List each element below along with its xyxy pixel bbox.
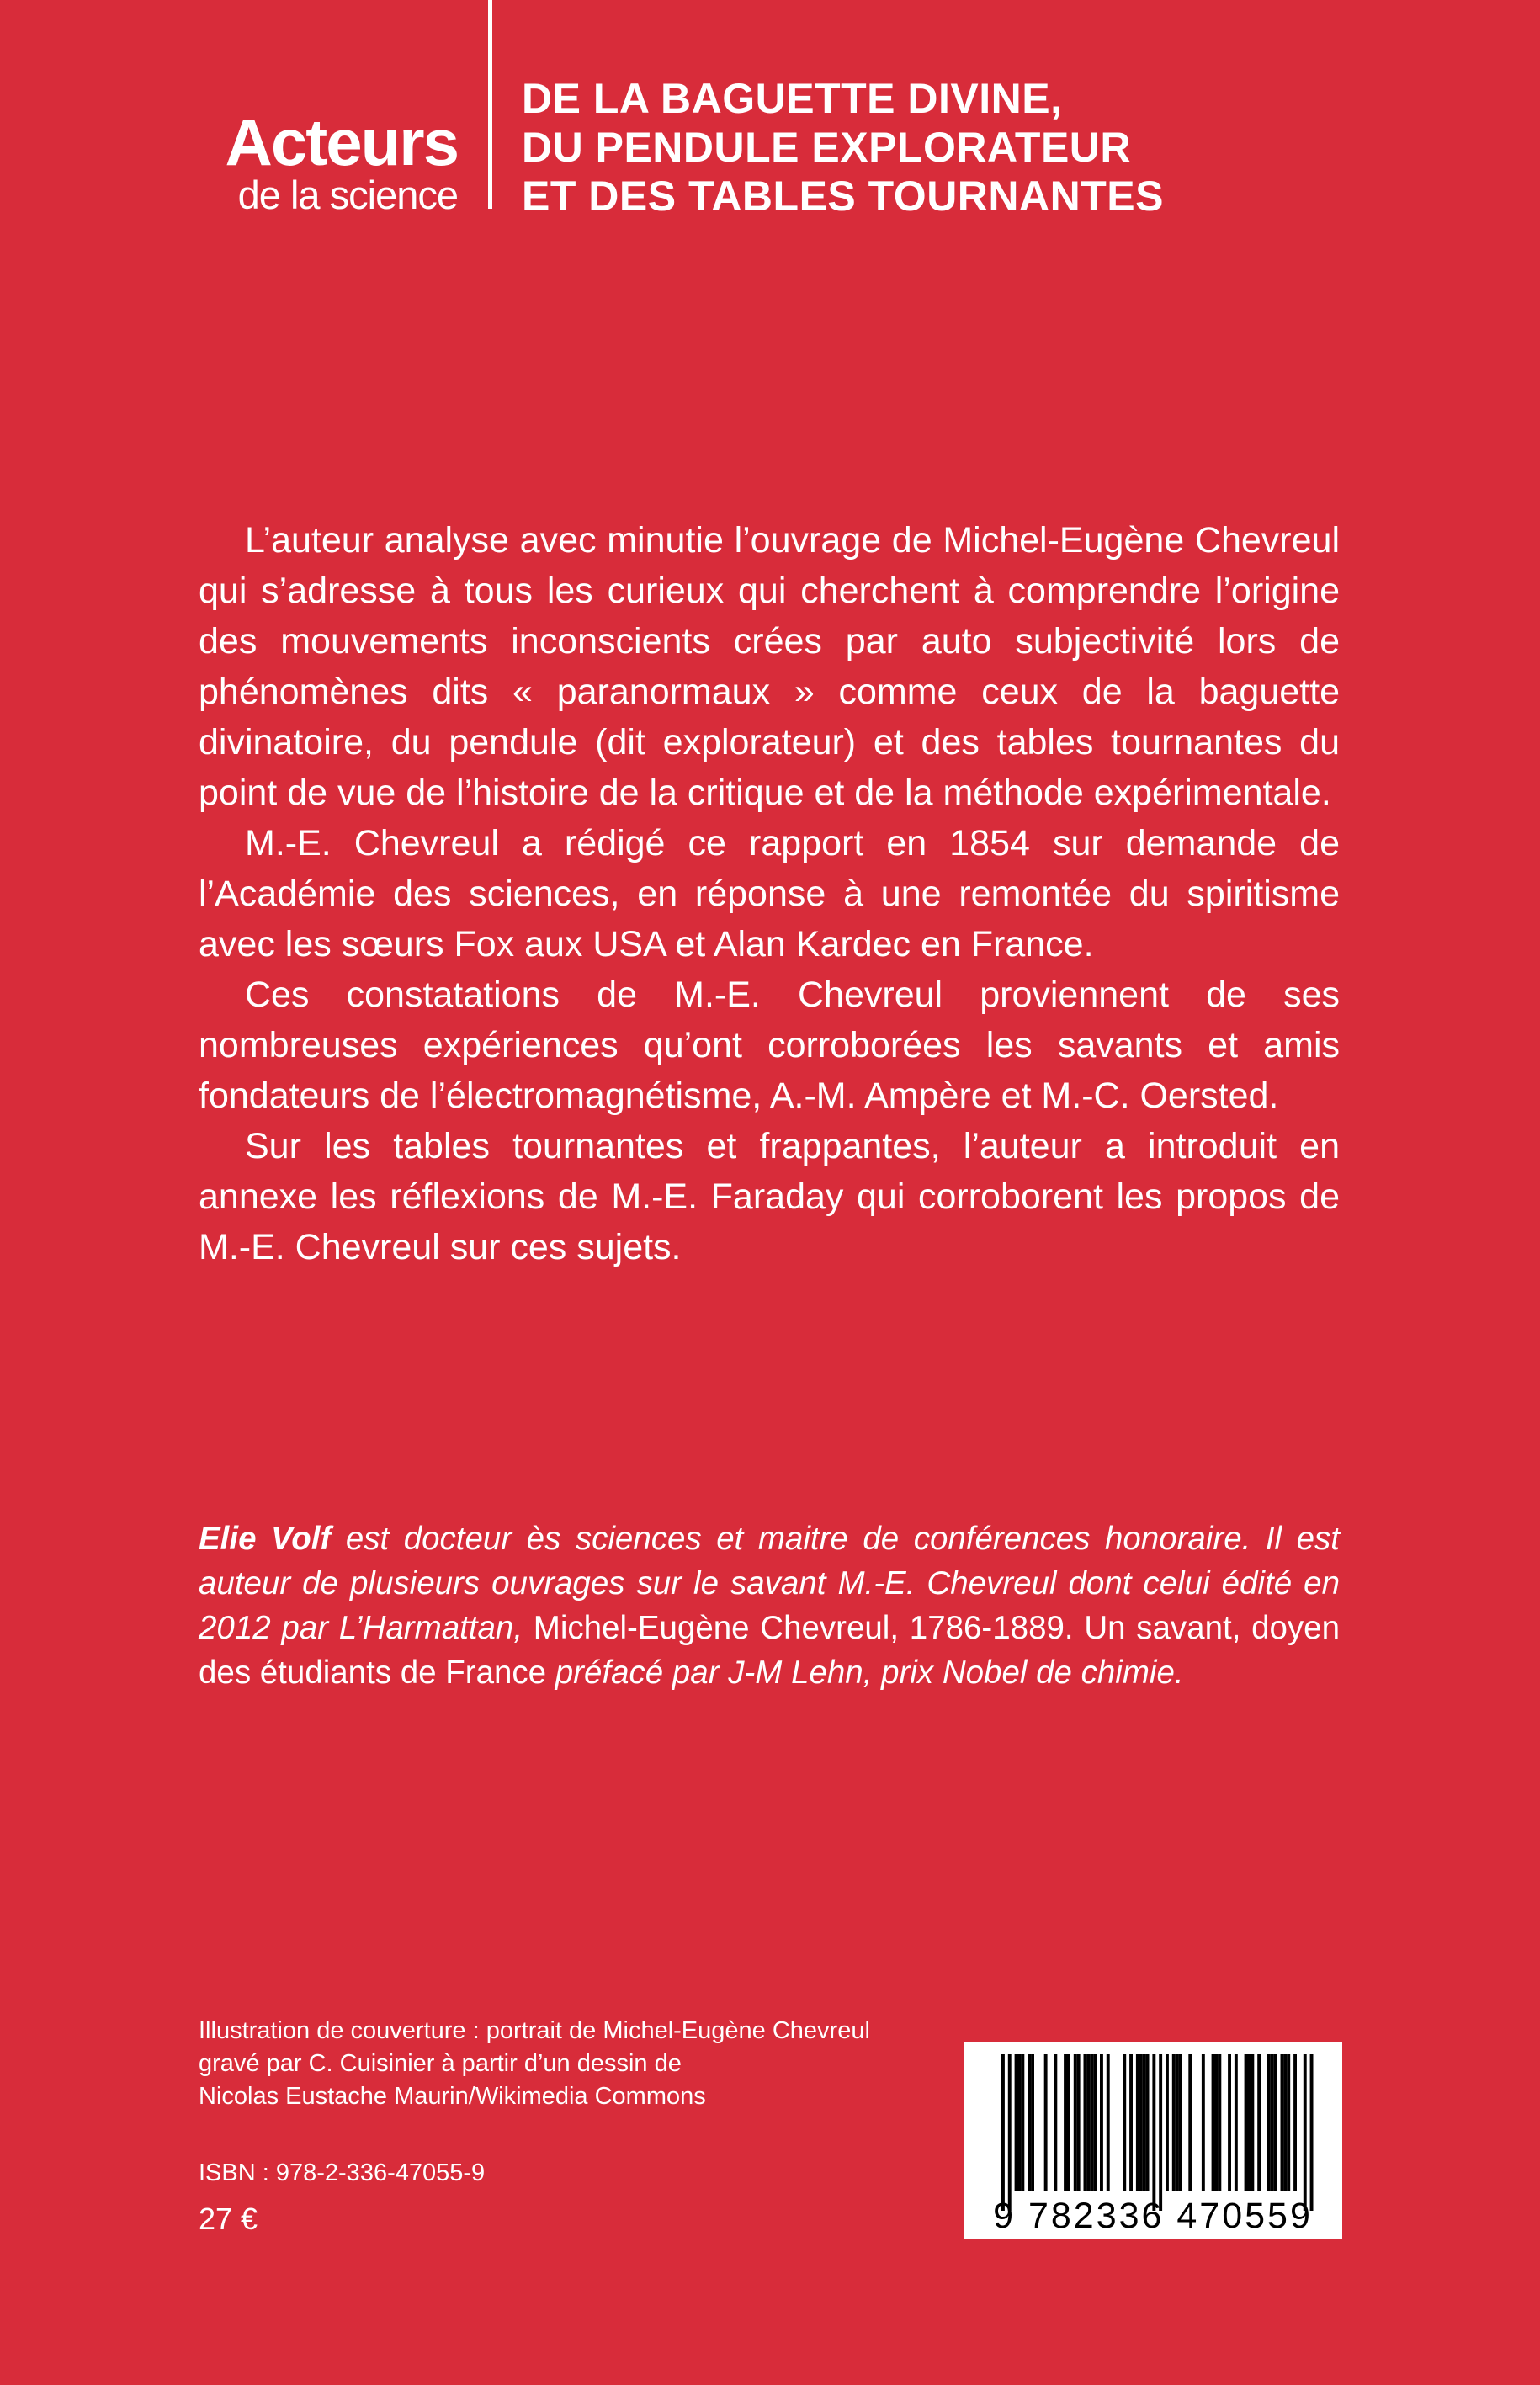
barcode-bar [1202,2054,1205,2191]
barcode-bar [1215,2054,1219,2191]
barcode-bar [1146,2054,1150,2191]
summary-paragraph: L’auteur analyse avec minutie l’ouvrage de Michel-Eugène Chevreul qui s’adresse à tous les curieux qui cherchent à comprendre l’origine des mouvements inconscients crées par auto subjectivité lors de phénomènes dits « paranormaux » comme ceux de la baguette divinatoire, du pendule (dit explorateur) et des tables tournantes du point de vue de l’histoire de la critique et de la méthode expérimentale. [199,520,1340,813]
barcode-bar [1218,2054,1221,2191]
barcode-bar [1304,2054,1307,2211]
barcode-bar [1188,2054,1192,2191]
barcode-bar [1293,2054,1297,2191]
summary-paragraph: M.-E. Chevreul a rédigé ce rapport en 1854 sur demande de l’Académie des sciences, en réponse à une remontée du spiritisme avec les sœurs Fox aux USA et Alan Kardec en France. [199,823,1340,964]
barcode-bar [1271,2054,1274,2191]
barcode-bar [1031,2054,1034,2191]
barcode-bar [1245,2054,1248,2191]
series-logo [199,105,458,217]
barcode-bar [1093,2054,1097,2191]
author-bio [199,1517,1340,1695]
summary-paragraph: Ces constatations de M.-E. Chevreul proviennent de ses nombreuses expériences qu’ont corroborées les savants et amis fondateurs de l’électromagnétisme, A.-M. Ampère et M.-C. Oersted. [199,975,1340,1116]
barcode-bar [1152,2054,1155,2211]
barcode-bar [1228,2054,1231,2191]
barcode-bar [1074,2054,1077,2191]
barcode-bar [1166,2054,1169,2191]
cover-credit [199,2015,956,2113]
barcode-bar [1136,2054,1139,2191]
barcode-bar [1267,2054,1271,2191]
barcode-bar [1015,2054,1018,2191]
title-line: DU PENDULE EXPLORATEUR [522,124,1132,171]
barcode-bar [1274,2054,1277,2191]
barcode-bar [1139,2054,1143,2191]
barcode-bar [1008,2054,1012,2211]
barcode-bar [1212,2054,1215,2191]
price: 27 € [199,2202,258,2236]
barcode-bar [1084,2054,1087,2191]
barcode-bar [1159,2054,1162,2211]
title-line: DE LA BAGUETTE DIVINE, [522,75,1063,122]
barcode-bar [1054,2054,1057,2191]
barcode-bar [1028,2054,1031,2191]
barcode-bar [1021,2054,1024,2191]
barcode-bar [1176,2054,1179,2191]
book-title [522,74,1164,220]
barcode-bar [1281,2054,1284,2191]
barcode-bar [1067,2054,1070,2191]
barcode-bar [1086,2054,1090,2191]
isbn: ISBN : 978-2-336-47055-9 [199,2159,486,2186]
series-name: Acteurs [225,105,458,179]
bio-text: est docteur ès sciences et maitre de conférences honoraire. Il est auteur de plusieurs ouvrages sur le savant M.-E. Chevreul dont celui édité en 2012 par L’Harmattan, [199,1521,1341,1646]
barcode-bar [1248,2054,1251,2191]
barcode-bar [1100,2054,1103,2191]
barcode-bar [1287,2054,1290,2191]
barcode-bar [1107,2054,1110,2191]
credit-line: Illustration de couverture : portrait de Michel-Eugène Chevreul [199,2017,870,2044]
book-summary [199,515,1340,1272]
barcode-bar [1077,2054,1081,2191]
book-reference: Michel-Eugène Chevreul, 1786-1889. Un savant, doyen des étudiants de France [199,1610,1341,1691]
header-divider [488,0,492,209]
barcode-bar [1235,2054,1238,2191]
barcode-bar [1123,2054,1126,2191]
barcode-bar [1251,2054,1254,2191]
barcode-bar [1172,2054,1176,2191]
barcode-bar [1129,2054,1133,2191]
barcode-bar [1090,2054,1093,2191]
barcode [964,2042,1342,2239]
barcode-bar [1310,2054,1314,2211]
barcode-bar [1001,2054,1005,2211]
barcode-bar [1018,2054,1022,2191]
barcode-bar [1257,2054,1261,2191]
barcode-bar [1143,2054,1146,2191]
author-name: Elie Volf [199,1521,332,1557]
credit-line: gravé par C. Cuisinier à partir d’un dessin de [199,2050,682,2077]
bio-text: préfacé par J-M Lehn, prix Nobel de chimie. [546,1655,1184,1691]
barcode-bar [1283,2054,1287,2191]
series-subtitle: de la science [237,173,458,217]
barcode-bar [1179,2054,1182,2191]
barcode-digits: 9 782336 470559 [993,2196,1313,2236]
barcode-bar [1044,2054,1048,2191]
barcode-bar [1064,2054,1067,2191]
summary-paragraph: Sur les tables tournantes et frappantes, l’auteur a introduit en annexe les réflexions de M.-E. Faraday qui corroborent les propos de M.-E. Chevreul sur ces sujets. [199,1126,1340,1267]
title-line: ET DES TABLES TOURNANTES [522,173,1164,220]
credit-line: Nicolas Eustache Maurin/Wikimedia Commons [199,2083,706,2110]
